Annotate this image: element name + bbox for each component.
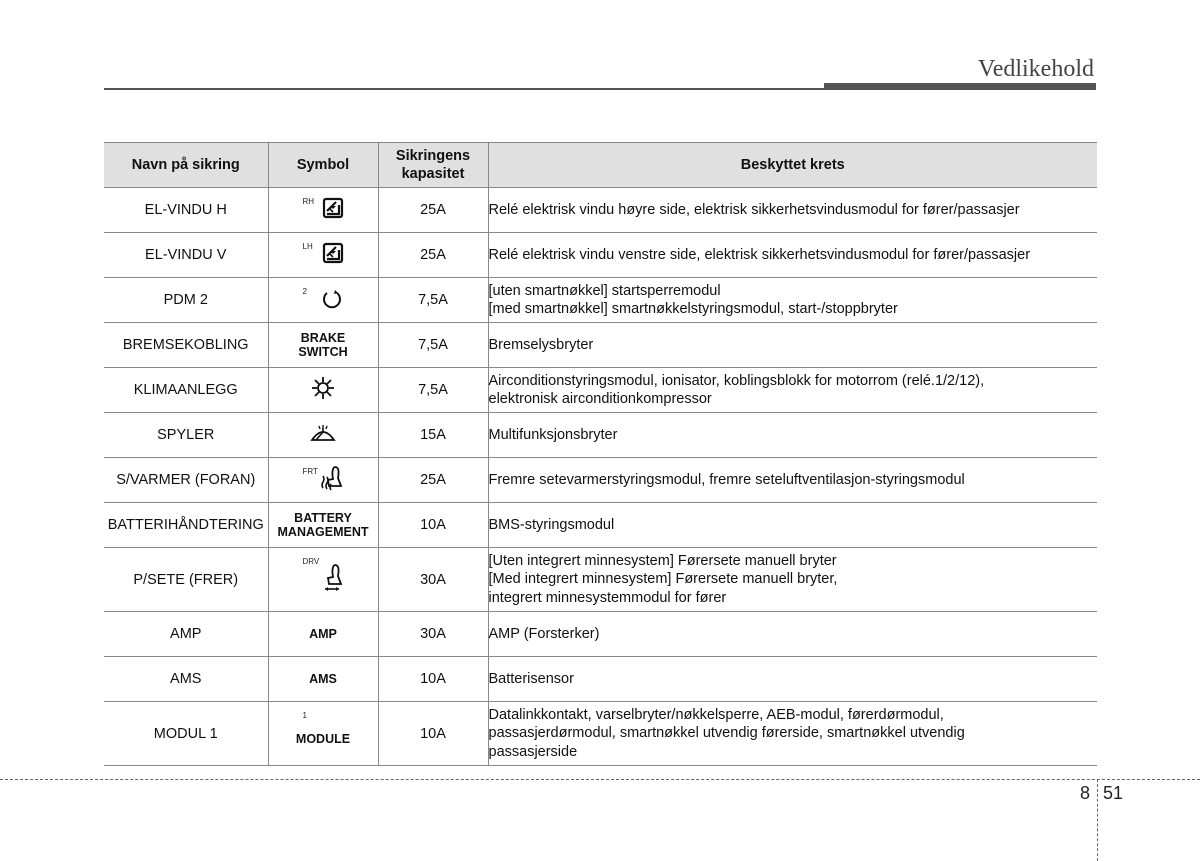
protected-circuit-cell	[488, 458, 1097, 503]
circuit-line: Batterisensor	[488, 670, 574, 687]
header-fuse-name: Navn på sikring	[104, 143, 268, 188]
fuse-symbol-cell	[268, 503, 378, 548]
fuse-capacity-cell: 10A	[378, 503, 488, 548]
symbol-text	[298, 331, 347, 359]
washer-icon	[308, 420, 338, 450]
protected-circuit-cell	[488, 188, 1097, 233]
fuse-name-cell: KLIMAANLEGG	[104, 368, 268, 413]
fuse-symbol-cell	[268, 368, 378, 413]
symbol-text	[278, 511, 369, 539]
fuse-symbol-cell	[268, 657, 378, 702]
header-protected-circuit: Beskyttet krets	[488, 143, 1097, 188]
fuse-capacity-cell: 30A	[378, 548, 488, 612]
table-row	[104, 413, 1097, 458]
footer-page-separator	[1097, 779, 1098, 861]
fuse-name-cell: MODUL 1	[104, 702, 268, 766]
header-rule	[104, 88, 824, 90]
page-number: 51	[1103, 783, 1124, 803]
table-row	[104, 278, 1097, 323]
table-row	[104, 458, 1097, 503]
protected-circuit-cell	[488, 368, 1097, 413]
symbol-text	[309, 672, 337, 686]
fuse-symbol-cell	[268, 548, 378, 612]
circuit-line: Bremselysbryter	[488, 336, 594, 353]
fuse-name-cell: AMP	[104, 612, 268, 657]
window-switch-icon	[318, 195, 346, 225]
table-row	[104, 233, 1097, 278]
fuse-name-cell: EL-VINDU H	[104, 188, 268, 233]
fuse-name-cell: EL-VINDU V	[104, 233, 268, 278]
protected-circuit-cell	[488, 413, 1097, 458]
symbol-text	[296, 732, 350, 746]
circuit-line: Relé elektrisk vindu venstre side, elektrisk sikkerhetsvindusmodul for fører/passasjer	[488, 246, 1031, 263]
header-rule-accent	[824, 83, 1096, 90]
table-row	[104, 323, 1097, 368]
circuit-line: Fremre setevarmerstyringsmodul, fremre seteluftventilasjon-styringsmodul	[488, 471, 965, 488]
fuse-table-body	[104, 188, 1097, 766]
section-number: 8	[1080, 783, 1091, 803]
circuit-line: BMS-styringsmodul	[488, 516, 615, 533]
table-row	[104, 702, 1097, 766]
power-module-icon	[318, 285, 346, 315]
header-capacity	[378, 143, 488, 188]
symbol-text-line: BRAKE	[300, 330, 346, 345]
fuse-table	[104, 142, 1097, 766]
protected-circuit-cell	[488, 503, 1097, 548]
circuit-line: AMP (Forsterker)	[488, 625, 600, 642]
circuit-line: passasjerside	[488, 743, 578, 760]
table-row	[104, 612, 1097, 657]
protected-circuit-cell	[488, 548, 1097, 612]
table-row	[104, 368, 1097, 413]
circuit-line: integrert minnesystemmodul for fører	[488, 589, 727, 606]
fuse-symbol-cell	[268, 458, 378, 503]
fuse-name-cell: PDM 2	[104, 278, 268, 323]
fuse-capacity-cell: 25A	[378, 188, 488, 233]
circuit-line: [Uten integrert minnesystem] Førersete manuell bryter	[488, 552, 837, 569]
fuse-capacity-cell: 30A	[378, 612, 488, 657]
symbol-text-line: AMS	[309, 672, 337, 686]
symbol-text-line: MANAGEMENT	[277, 524, 369, 539]
symbol-label: FRT	[302, 467, 318, 476]
fuse-capacity-cell: 7,5A	[378, 278, 488, 323]
fuse-name-cell: SPYLER	[104, 413, 268, 458]
fuse-symbol-cell	[268, 612, 378, 657]
protected-circuit-cell	[488, 233, 1097, 278]
protected-circuit-cell	[488, 323, 1097, 368]
fuse-capacity-cell: 25A	[378, 233, 488, 278]
fuse-capacity-cell: 7,5A	[378, 323, 488, 368]
fuse-symbol-cell	[268, 233, 378, 278]
fuse-capacity-cell: 15A	[378, 413, 488, 458]
table-row	[104, 188, 1097, 233]
symbol-label: LH	[302, 242, 313, 251]
fuse-symbol-cell	[268, 702, 378, 766]
fuse-capacity-cell: 10A	[378, 657, 488, 702]
page-header-title: Vedlikehold	[978, 56, 1094, 82]
fuse-name-cell: BREMSEKOBLING	[104, 323, 268, 368]
protected-circuit-cell	[488, 278, 1097, 323]
window-switch-icon	[318, 240, 346, 270]
circuit-line: passasjerdørmodul, smartnøkkel utvendig førerside, smartnøkkel utvendig	[488, 725, 965, 742]
table-row	[104, 548, 1097, 612]
symbol-text-line: SWITCH	[298, 344, 348, 359]
symbol-text-line: MODULE	[295, 732, 351, 746]
fuse-name-cell: BATTERIHÅNDTERING	[104, 503, 268, 548]
header-capacity-line1: Sikringens	[395, 148, 471, 164]
footer-divider	[0, 779, 1200, 780]
protected-circuit-cell	[488, 702, 1097, 766]
circuit-line: Datalinkkontakt, varselbryter/nøkkelsperre, AEB-modul, førerdørmodul,	[488, 706, 944, 723]
table-header-row	[104, 143, 1097, 188]
circuit-line: [med smartnøkkel] smartnøkkelstyringsmodul, start-/stoppbryter	[488, 301, 898, 317]
protected-circuit-cell	[488, 657, 1097, 702]
fuse-symbol-cell	[268, 323, 378, 368]
symbol-text-line: BATTERY	[294, 510, 352, 525]
fuse-name-cell: S/VARMER (FORAN)	[104, 458, 268, 503]
header-symbol: Symbol	[268, 143, 378, 188]
circuit-line: Airconditionstyringsmodul, ionisator, koblingsblokk for motorrom (relé.1/2/12),	[488, 372, 985, 389]
power-seat-icon	[317, 563, 347, 597]
fuse-capacity-cell: 25A	[378, 458, 488, 503]
symbol-label: DRV	[302, 557, 320, 566]
fuse-symbol-cell	[268, 278, 378, 323]
table-row	[104, 657, 1097, 702]
fuse-name-cell: P/SETE (FRER)	[104, 548, 268, 612]
protected-circuit-cell	[488, 612, 1097, 657]
symbol-label: RH	[302, 197, 315, 206]
circuit-line: elektronisk airconditionkompressor	[488, 391, 712, 407]
air-conditioning-icon	[309, 375, 337, 405]
fuse-symbol-cell	[268, 188, 378, 233]
symbol-text-line: AMP	[309, 627, 337, 641]
header-capacity-line2: kapasitet	[401, 166, 465, 182]
symbol-label: 2	[302, 287, 307, 296]
fuse-symbol-cell	[268, 413, 378, 458]
seat-heater-icon	[317, 464, 347, 496]
symbol-text	[309, 627, 337, 641]
table-row	[104, 503, 1097, 548]
fuse-capacity-cell: 10A	[378, 702, 488, 766]
circuit-line: [Med integrert minnesystem] Førersete manuell bryter,	[488, 571, 838, 588]
circuit-line: Relé elektrisk vindu høyre side, elektrisk sikkerhetsvindusmodul for fører/passasjer	[488, 201, 1020, 218]
circuit-line: Multifunksjonsbryter	[488, 426, 618, 443]
fuse-capacity-cell: 7,5A	[378, 368, 488, 413]
fuse-name-cell: AMS	[104, 657, 268, 702]
symbol-label: 1	[302, 711, 307, 720]
circuit-line: [uten smartnøkkel] startsperremodul	[488, 282, 721, 299]
